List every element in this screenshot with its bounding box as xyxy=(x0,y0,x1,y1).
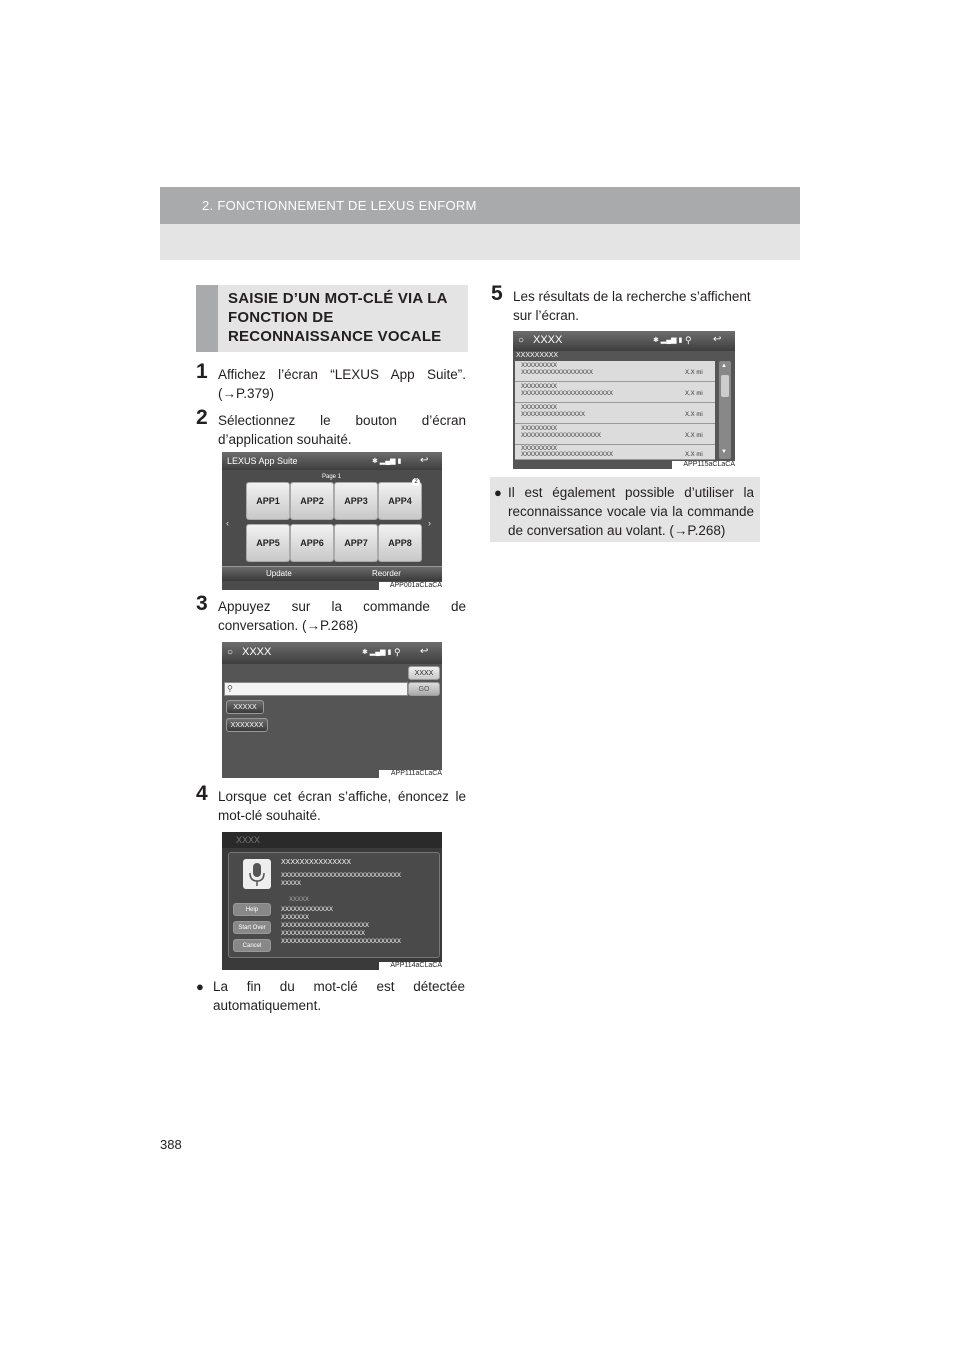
step-number: 3 xyxy=(196,592,208,615)
app7-button[interactable]: APP7 xyxy=(334,524,378,562)
back-icon[interactable]: ↩ xyxy=(420,646,429,657)
section-bar xyxy=(196,285,218,352)
result-distance: X.X mi xyxy=(685,452,703,458)
result-detail: XXXXXXXXXXXXXXXXXX xyxy=(521,370,594,376)
screen-title: LEXUS App Suite xyxy=(227,456,298,466)
app1-button[interactable]: APP1 xyxy=(246,482,290,520)
result-detail: XXXXXXXXXXXXXXXXXXXXXXX xyxy=(521,452,614,458)
page-indicator: Page 1 xyxy=(322,474,342,480)
suggestion-chip[interactable]: XXXXX xyxy=(226,700,264,714)
step-text: Sélectionnez le bouton d’écran xyxy=(218,413,466,428)
result-detail: XXXXXXXXXXXXXXXXXXXX xyxy=(521,433,602,439)
result-name: XXXXXXXXX xyxy=(521,363,558,369)
note-box xyxy=(490,477,760,542)
app2-button[interactable]: APP2 xyxy=(290,482,334,520)
header-band xyxy=(160,187,800,224)
voice-text: XXXXXXXXXXXXXXXXXXXXXXXXXXXXXX xyxy=(281,873,402,879)
step-1 xyxy=(196,360,466,403)
suggestion-chip[interactable]: XXXXXXX xyxy=(226,718,268,732)
section-box xyxy=(196,285,468,352)
voice-line: XXXXXXXXXXXXXXXXXXXXXX xyxy=(281,923,370,929)
search-input[interactable] xyxy=(224,682,408,696)
screen-title-bar xyxy=(222,452,442,470)
result-distance: X.X mi xyxy=(685,391,703,397)
result-detail: XXXXXXXXXXXXXXXXXXXXXXX xyxy=(521,391,614,397)
search-field-icon: ⚲ xyxy=(227,684,233,693)
back-icon[interactable]: ↩ xyxy=(420,455,429,466)
step-2 xyxy=(196,406,466,449)
figure-code: APP001aCLaCA xyxy=(379,582,442,590)
voice-headline: XXXXXXXXXXXXXXX xyxy=(281,859,352,866)
bullet-dot: ● xyxy=(494,485,502,500)
result-detail: XXXXXXXXXXXXXXXX xyxy=(521,412,586,418)
step-text: mot-clé souhaité. xyxy=(218,808,321,823)
voice-hint: XXXXX xyxy=(289,897,310,903)
result-row[interactable] xyxy=(515,361,715,382)
bullet-text: automatiquement. xyxy=(213,998,322,1013)
voice-screenshot xyxy=(222,832,442,970)
scrollbar[interactable] xyxy=(719,361,731,459)
app-suite-screenshot xyxy=(222,452,442,590)
go-button[interactable]: GO xyxy=(408,682,440,696)
result-row[interactable] xyxy=(515,445,715,460)
bullet-auto-detect xyxy=(196,977,465,1015)
result-row[interactable] xyxy=(515,382,715,403)
voice-text: XXXXX xyxy=(281,881,302,887)
step-text: (→P.379) xyxy=(218,386,275,401)
step-text: Affichez l’écran “LEXUS App Suite”. xyxy=(218,367,466,382)
voice-line: XXXXXXXXXXXXX xyxy=(281,907,334,913)
step-number: 2 xyxy=(196,406,208,429)
result-distance: X.X mi xyxy=(685,412,703,418)
back-icon[interactable]: ↩ xyxy=(713,334,722,345)
screen-title-bar xyxy=(222,642,442,664)
figure-code: APP114aCLaCA xyxy=(379,962,442,970)
app6-button[interactable]: APP6 xyxy=(290,524,334,562)
screen-title: XXXX xyxy=(533,334,563,346)
step-text: Les résultats de la recherche s’affichent xyxy=(513,289,751,304)
screen-title: XXXX xyxy=(236,835,261,845)
result-row[interactable] xyxy=(515,424,715,445)
step-3 xyxy=(196,592,466,635)
help-button[interactable]: Help xyxy=(233,903,271,916)
cancel-button[interactable]: Cancel xyxy=(233,939,271,952)
figure-code: APP111aCLaCA xyxy=(379,770,442,778)
app5-button[interactable]: APP5 xyxy=(246,524,290,562)
chapter-title: 2. FONCTIONNEMENT DE LEXUS ENFORM xyxy=(202,198,477,213)
step-text: d’application souhaité. xyxy=(218,432,352,447)
step-text: sur l’écran. xyxy=(513,308,580,323)
reorder-button[interactable]: Reorder xyxy=(372,569,401,578)
section-title: SAISIE D’UN MOT-CLÉ VIA LA FONCTION DE RECONNAISSANCE VOCALE xyxy=(228,290,448,345)
screen-title: XXXX xyxy=(242,646,272,658)
bullet-text: reconnaissance vocale via la commande xyxy=(508,504,754,519)
bullet-text: Il est également possible d’utiliser la xyxy=(508,485,754,500)
scroll-thumb[interactable] xyxy=(721,375,729,397)
step-text: Appuyez sur la commande de xyxy=(218,599,466,614)
results-subtitle: XXXXXXXXX xyxy=(516,352,559,359)
bullet-steering xyxy=(494,483,754,540)
status-icons: ✱ ▂▄▆ ▮ xyxy=(653,337,683,344)
result-name: XXXXXXXXX xyxy=(521,446,558,452)
result-name: XXXXXXXXX xyxy=(521,405,558,411)
step-text: Lorsque cet écran s’affiche, énoncez le xyxy=(218,789,466,804)
voice-dialog xyxy=(228,852,440,958)
voice-line: XXXXXXXXXXXXXXXXXXXXX xyxy=(281,931,366,937)
result-name: XXXXXXXXX xyxy=(521,384,558,390)
page-number: 388 xyxy=(160,1137,182,1152)
voice-line: XXXXXXX xyxy=(281,915,310,921)
step-4 xyxy=(196,782,466,825)
bottom-bar xyxy=(222,566,442,581)
update-badge: 2 xyxy=(412,478,420,486)
scroll-down-icon[interactable]: ▼ xyxy=(721,449,727,455)
scroll-up-icon[interactable]: ▲ xyxy=(721,363,727,369)
result-distance: X.X mi xyxy=(685,370,703,376)
bullet-text: de conversation au volant. (→P.268) xyxy=(508,523,726,538)
step-number: 5 xyxy=(491,282,503,305)
step-number: 1 xyxy=(196,360,208,383)
step-5 xyxy=(491,282,763,325)
prev-page-icon[interactable]: ‹ xyxy=(226,518,229,528)
status-icons: ✱ ▂▄▆ ▮ xyxy=(372,458,402,465)
app4-button[interactable]: APP4 xyxy=(378,482,422,520)
bullet-text: La fin du mot-clé est détectée xyxy=(213,979,465,994)
screen-title-bar xyxy=(513,331,735,351)
microphone-icon-svg xyxy=(243,859,271,889)
app8-button[interactable]: APP8 xyxy=(378,524,422,562)
status-icons: ✱ ▂▄▆ ▮ xyxy=(362,649,392,656)
result-distance: X.X mi xyxy=(685,433,703,439)
microphone-icon xyxy=(243,859,271,889)
results-status-icon: ○ xyxy=(518,335,525,346)
search-status-icon: ○ xyxy=(227,647,234,658)
result-row[interactable] xyxy=(515,403,715,424)
figure-code: APP115aCLaCA xyxy=(672,461,735,469)
step-text: conversation. (→P.268) xyxy=(218,618,359,633)
page-header xyxy=(160,187,800,260)
search-screenshot xyxy=(222,642,442,778)
app3-button[interactable]: APP3 xyxy=(334,482,378,520)
voice-line: XXXXXXXXXXXXXXXXXXXXXXXXXXXXXX xyxy=(281,939,402,945)
bullet-dot: ● xyxy=(196,979,204,994)
results-screenshot xyxy=(513,331,735,469)
search-icon[interactable]: ⚲ xyxy=(394,647,401,657)
screen-title-bar xyxy=(222,832,442,848)
start-over-button[interactable]: Start Over xyxy=(233,921,271,934)
result-name: XXXXXXXXX xyxy=(521,426,558,432)
search-icon[interactable]: ⚲ xyxy=(685,335,692,345)
update-button[interactable]: Update xyxy=(266,569,292,578)
next-page-icon[interactable]: › xyxy=(428,518,431,528)
keyboard-mode-button[interactable]: XXXX xyxy=(408,666,440,680)
step-number: 4 xyxy=(196,782,208,805)
